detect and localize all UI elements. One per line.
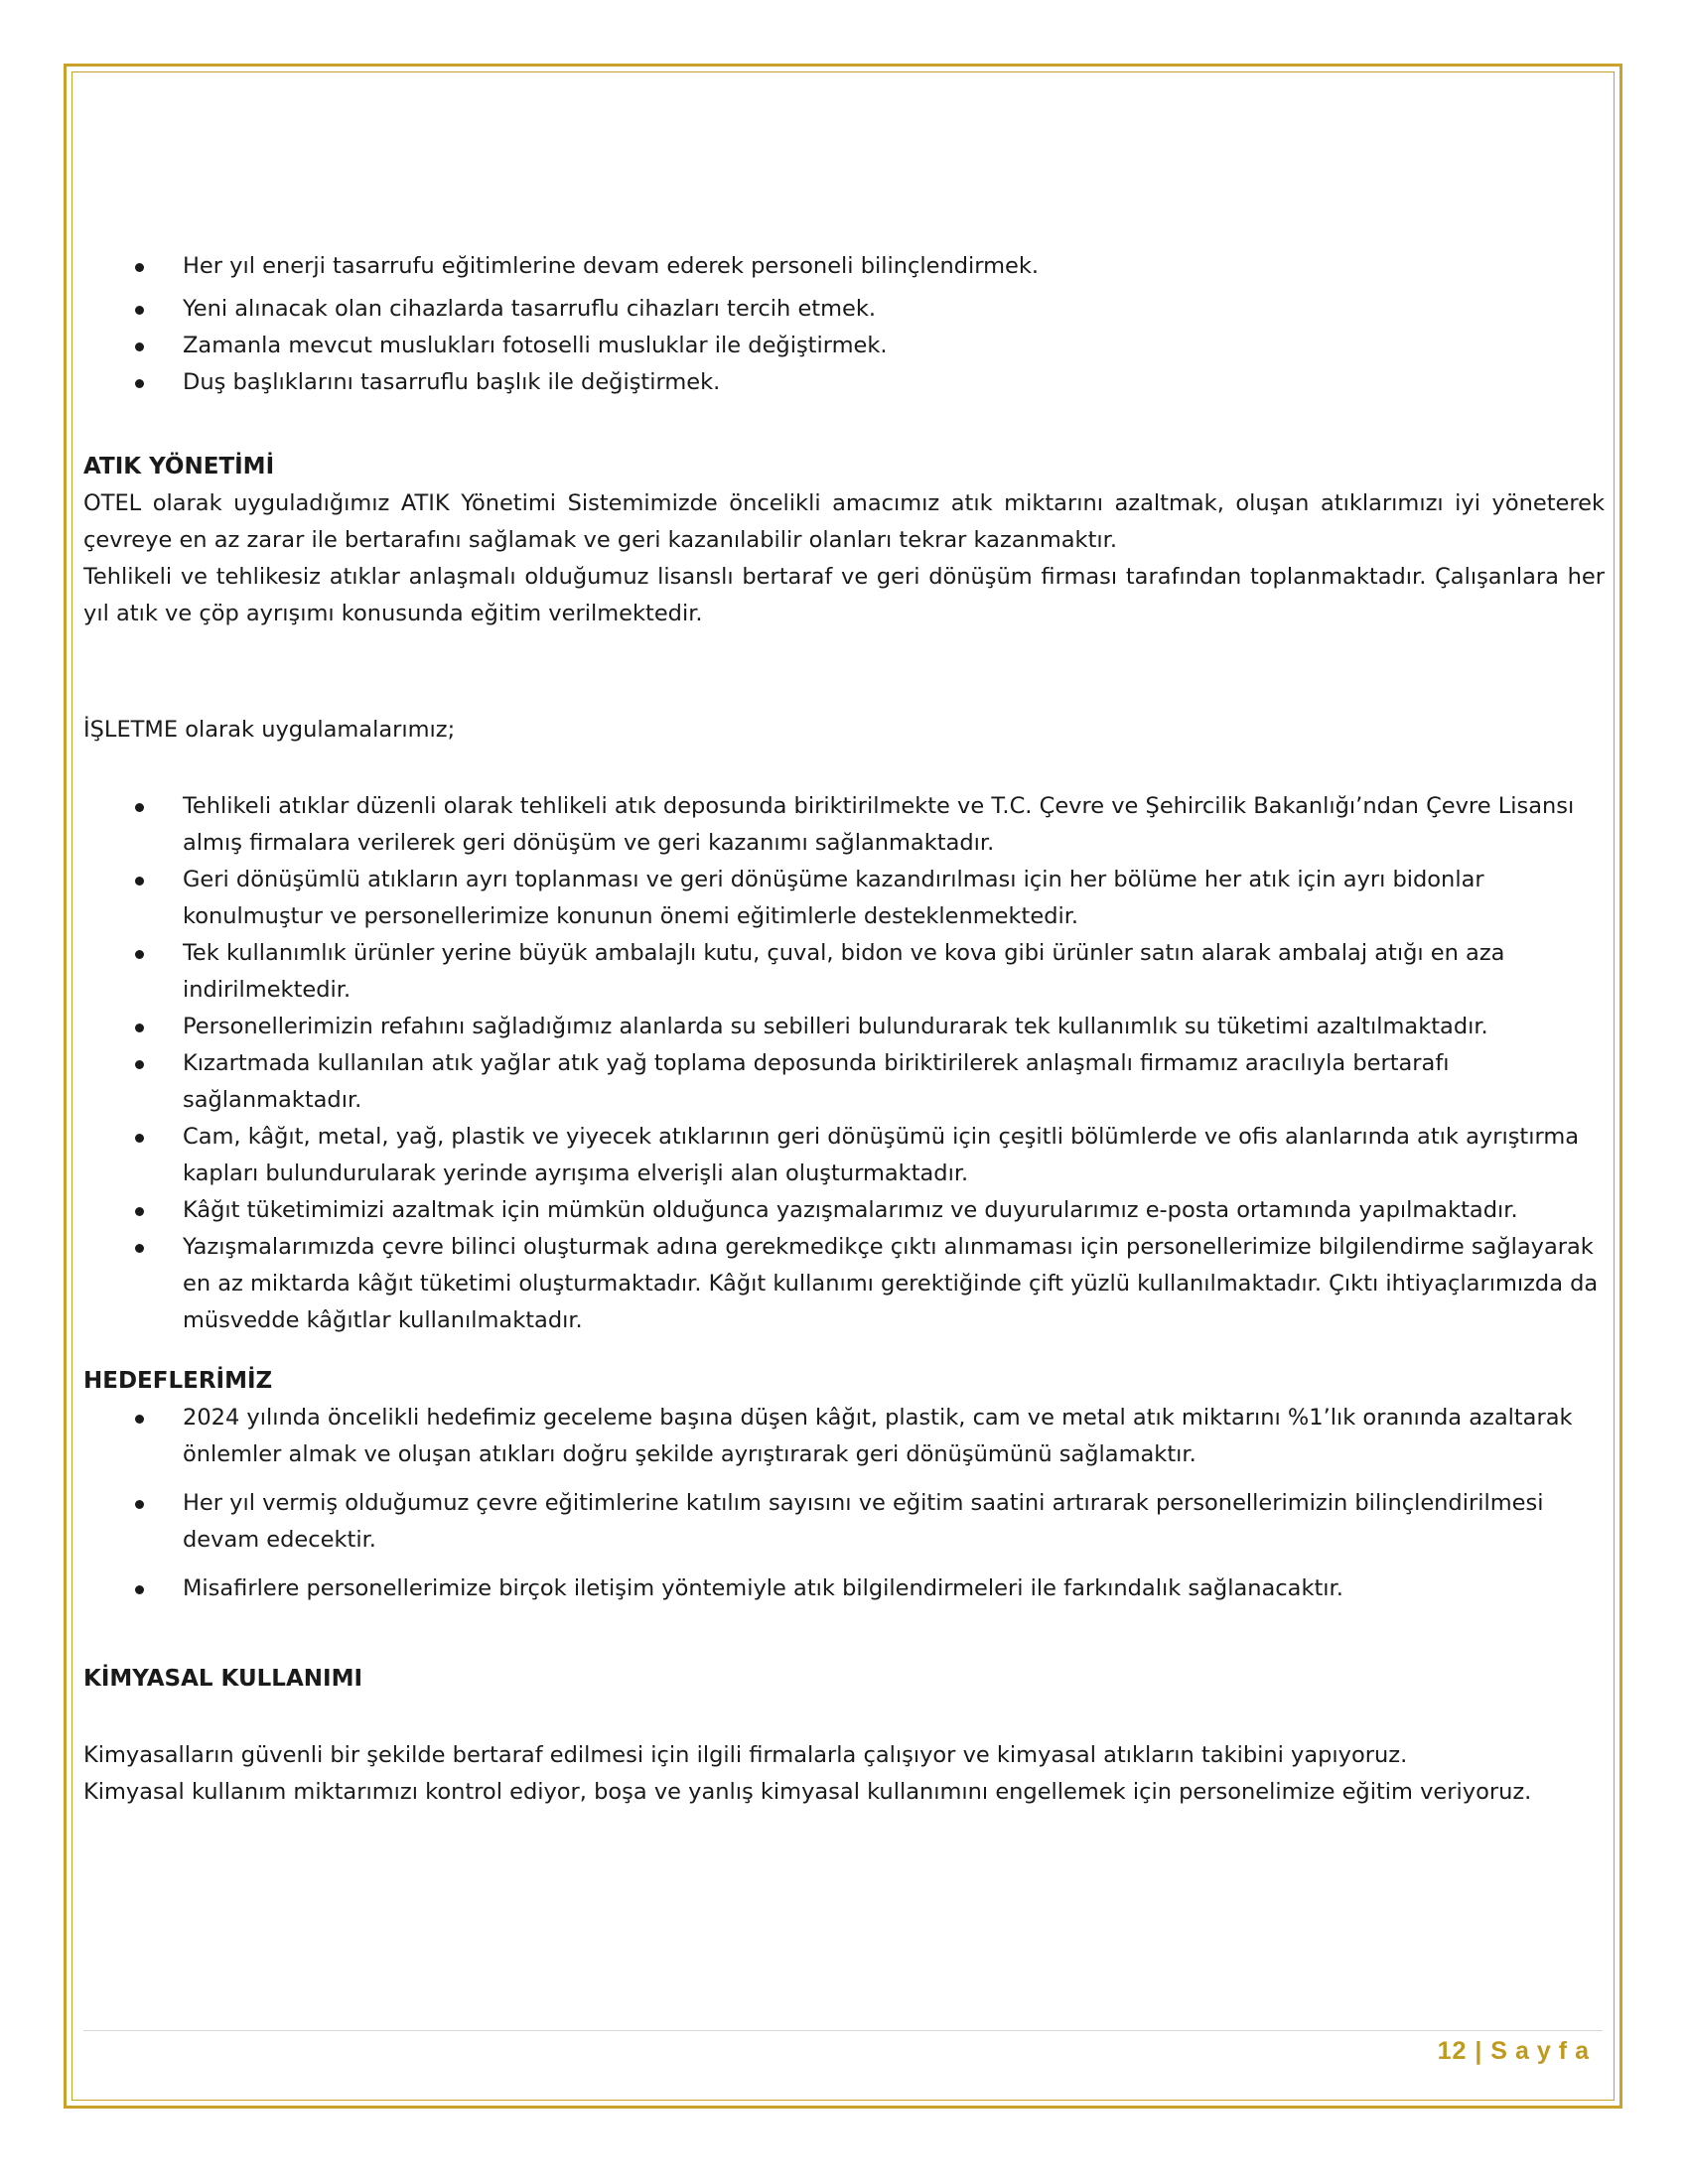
list-item: Kâğıt tüketimimizi azaltmak için mümkün olduğunca yazışmalarımız ve duyurularımız e-posta ortamında yapılmaktadır. xyxy=(83,1192,1605,1229)
kimyasal-paragraph-1: Kimyasalların güvenli bir şekilde bertaraf edilmesi için ilgili firmalarla çalışıyor ve kimyasal atıkların takibini yapıyoruz. xyxy=(83,1742,1408,1768)
list-item: Geri dönüşümlü atıkların ayrı toplanması ve geri dönüşüme kazandırılması için her bölüme her atık için ayrı bidonlar konulmuştur ve personellerimize konunun önemi eğitimlerle desteklenmektedir. xyxy=(83,862,1605,935)
footer-divider xyxy=(83,2030,1603,2031)
list-item: Cam, kâğıt, metal, yağ, plastik ve yiyecek atıklarının geri dönüşümü için çeşitli bölümlerde ve ofis alanlarında atık ayrıştırma kapları bulundurularak yerinde ayrışıma elverişli alan oluşturmaktadır. xyxy=(83,1119,1605,1192)
bullet-icon xyxy=(135,379,144,388)
bullet-icon xyxy=(135,1585,144,1594)
bullet-icon xyxy=(135,263,144,272)
footer-separator: | xyxy=(1475,2037,1483,2065)
hedefler-bullet-list xyxy=(83,1400,1605,1607)
list-item: Yeni alınacak olan cihazlarda tasarruflu cihazları tercih etmek. xyxy=(83,291,1605,328)
atik-paragraph-1: OTEL olarak uyguladığımız ATIK Yönetimi Sistemimizde öncelikli amacımız atık miktarını azaltmak, oluşan atıklarımızı iyi yöneterek çevreye en az zarar ile bertarafını sağlamak ve geri kazanılabilir olanları tekrar kazanmaktır. xyxy=(83,490,1605,553)
atik-heading: ATIK YÖNETİMİ xyxy=(83,454,275,479)
kimyasal-paragraph-2: Kimyasal kullanım miktarımızı kontrol ediyor, boşa ve yanlış kimyasal kullanımını engellemek için personelimize eğitim veriyoruz. xyxy=(83,1779,1532,1805)
page-content xyxy=(83,248,1605,1811)
bullet-icon xyxy=(135,1415,144,1424)
list-item: Kızartmada kullanılan atık yağlar atık yağ toplama deposunda biriktirilerek anlaşmalı firmamız aracılıyla bertarafı sağlanmaktadır. xyxy=(83,1045,1605,1119)
isletme-bullet-list xyxy=(83,788,1605,1339)
bullet-icon xyxy=(135,1134,144,1143)
list-item: Personellerimizin refahını sağladığımız alanlarda su sebilleri bulundurarak tek kullanımlık su tüketimi azaltılmaktadır. xyxy=(83,1009,1605,1045)
atik-paragraph-2: Tehlikeli ve tehlikesiz atıklar anlaşmalı olduğumuz lisanslı bertaraf ve geri dönüşüm firması tarafından toplanmaktadır. Çalışanlara her yıl atık ve çöp ayrışımı konusunda eğitim verilmektedir. xyxy=(83,564,1605,626)
list-item: Her yıl enerji tasarrufu eğitimlerine devam ederek personeli bilinçlendirmek. xyxy=(83,248,1605,285)
bullet-icon xyxy=(135,950,144,959)
bullet-icon xyxy=(135,1024,144,1032)
bullet-icon xyxy=(135,877,144,886)
list-item: Zamanla mevcut muslukları fotoselli musluklar ile değiştirmek. xyxy=(83,328,1605,364)
list-item: 2024 yılında öncelikli hedefimiz geceleme başına düşen kâğıt, plastik, cam ve metal atık miktarını %1’lık oranında azaltarak önlemler almak ve oluşan atıkları doğru şekilde ayrıştırarak geri dönüşümünü sağlamaktır. xyxy=(83,1400,1605,1473)
list-item: Yazışmalarımızda çevre bilinci oluşturmak adına gerekmedikçe çıktı alınmaması için personellerimize bilgilendirme sağlayarak en az miktarda kâğıt tüketimi oluşturmaktadır. Kâğıt kullanımı gerektiğinde çift yüzlü kullanılmaktadır. Çıktı ihtiyaçlarımızda da müsvedde kâğıtlar kullanılmaktadır. xyxy=(83,1229,1605,1339)
list-item: Misafirlere personellerimize birçok iletişim yöntemiyle atık bilgilendirmeleri ile farkındalık sağlanacaktır. xyxy=(83,1570,1605,1607)
bullet-icon xyxy=(135,1060,144,1069)
list-item: Duş başlıklarını tasarruflu başlık ile değiştirmek. xyxy=(83,364,1605,401)
page-number: 12 xyxy=(1437,2037,1468,2065)
bullet-icon xyxy=(135,1500,144,1509)
bullet-icon xyxy=(135,803,144,812)
list-item: Tehlikeli atıklar düzenli olarak tehlikeli atık deposunda biriktirilmekte ve T.C. Çevre ve Şehircilik Bakanlığı’ndan Çevre Lisansı almış firmalara verilerek geri dönüşüm ve geri kazanımı sağlanmaktadır. xyxy=(83,788,1605,862)
intro-bullet-list xyxy=(83,248,1605,401)
page-label: Sayfa xyxy=(1490,2037,1597,2065)
page-footer xyxy=(1438,2037,1597,2066)
list-item: Her yıl vermiş olduğumuz çevre eğitimlerine katılım sayısını ve eğitim saatini artırarak personellerimizin bilinçlendirilmesi devam edecektir. xyxy=(83,1485,1605,1559)
list-item: Tek kullanımlık ürünler yerine büyük ambalajlı kutu, çuval, bidon ve kova gibi ürünler satın alarak ambalaj atığı en aza indirilmektedir. xyxy=(83,935,1605,1009)
hedefler-heading: HEDEFLERİMİZ xyxy=(83,1368,273,1394)
bullet-icon xyxy=(135,1244,144,1253)
bullet-icon xyxy=(135,1207,144,1216)
isletme-intro: İŞLETME olarak uygulamalarımız; xyxy=(83,717,456,743)
bullet-icon xyxy=(135,306,144,315)
kimyasal-heading: KİMYASAL KULLANIMI xyxy=(83,1666,363,1692)
bullet-icon xyxy=(135,342,144,351)
